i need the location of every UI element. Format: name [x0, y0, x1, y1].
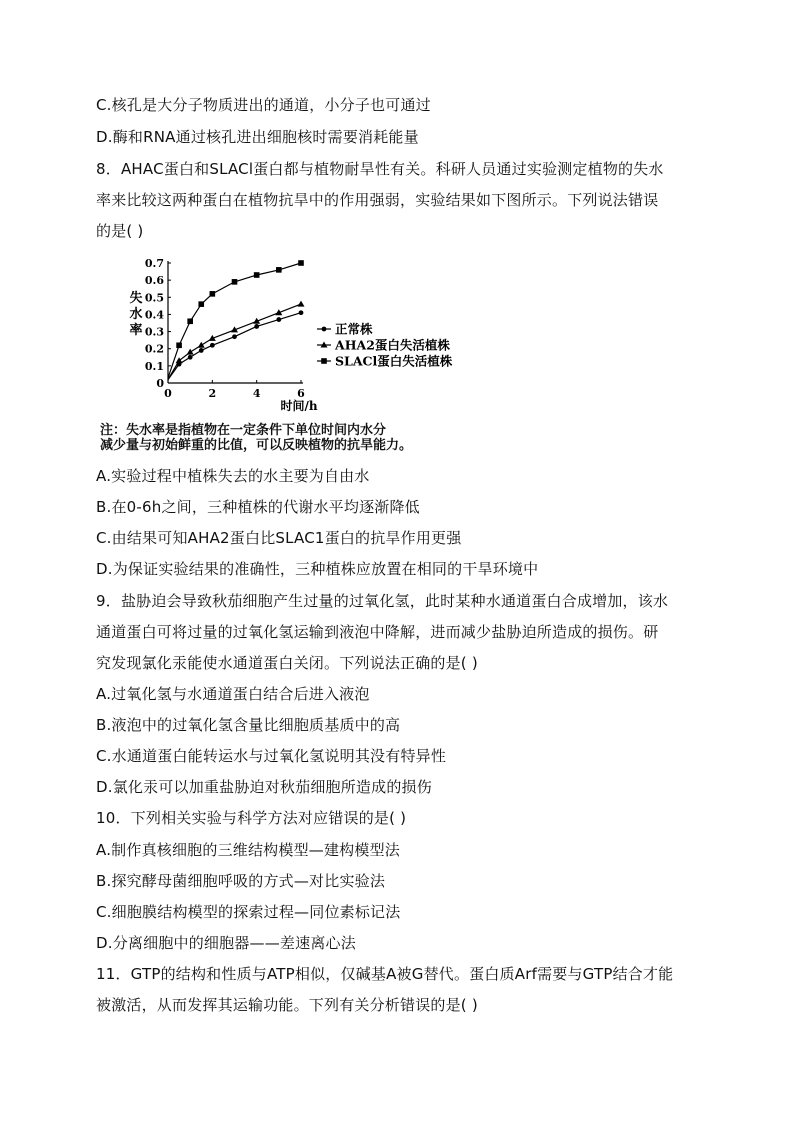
series-1-point-2 [187, 349, 194, 355]
series-2-point-2 [187, 318, 193, 324]
line2-17: 被激活，从而发挥其运输功能。下列有关分析错误的是( ) [96, 996, 478, 1014]
y-tick-label-3: 0.3 [144, 325, 164, 339]
line-3: 率来比较这两种蛋白在植物抗旱中的作用强弱，实验结果如下图所示。下列说法错误 [96, 191, 659, 209]
legend-label-2: SLACl蛋白失活植株 [335, 353, 453, 369]
line2-5: 通道蛋白可将过量的过氧化氢运输到液泡中降解，进而减少盐胁迫所造成的损伤。研 [96, 623, 659, 641]
series-0-point-5 [232, 334, 237, 339]
line-2: 8．AHAC蛋白和SLACl蛋白都与植物耐旱性有关。科研人员通过实验测定植物的失水 [96, 160, 664, 178]
y-tick-label-2: 0.2 [144, 342, 164, 356]
line-4: 的是( ) [96, 222, 144, 240]
y-tick-label-0: 0 [156, 377, 164, 390]
y-axis-label-char-1: 水 [129, 307, 143, 322]
note-line-1: 减少量与初始鲜重的比值，可以反映植物的抗旱能力。 [100, 438, 413, 453]
line2-1: B.在0-6h之间，三种植株的代谢水平均逐渐降低 [96, 498, 420, 516]
line2-14: C.细胞膜结构模型的探索过程—同位素标记法 [96, 903, 401, 921]
line2-11: 10．下列相关实验与科学方法对应错误的是( ) [96, 809, 407, 827]
line2-16: 11．GTP的结构和性质与ATP相似，仅碱基A被G替代。蛋白质Arf需要与GTP结合才能 [96, 965, 674, 983]
y-tick-label-7: 0.7 [144, 257, 164, 270]
x-tick-label-1: 2 [208, 387, 217, 400]
series-0-point-2 [188, 355, 193, 360]
series-0-point-3 [199, 348, 204, 353]
legend-label-1: AHA2蛋白失活植株 [335, 337, 450, 353]
line2-12: A.制作真核细胞的三维结构模型—建构模型法 [96, 841, 400, 859]
note-line-0: 注：失水率是指植物在一定条件下单位时间内水分 [100, 423, 387, 438]
line2-8: B.液泡中的过氧化氢含量比细胞质基质中的高 [96, 716, 401, 734]
series-0-point-8 [299, 310, 304, 315]
x-axis-label: 时间/h [280, 399, 318, 413]
series-2-point-4 [210, 291, 216, 297]
series-0-point-4 [210, 343, 215, 348]
x-tick-label-0: 0 [164, 387, 172, 400]
water-loss-chart [110, 250, 490, 418]
series-1-point-3 [198, 342, 205, 348]
line-0: C.核孔是大分子物质进出的通道，小分子也可通过 [96, 96, 431, 114]
line2-7: A.过氧化氢与水通道蛋白结合后进入液泡 [96, 685, 370, 703]
line2-13: B.探究酵母菌细胞呼吸的方式—对比实验法 [96, 872, 386, 890]
line2-3: D.为保证实验结果的准确性，三种植株应放置在相同的干旱环境中 [96, 560, 539, 578]
legend-label-0: 正常株 [335, 321, 373, 337]
y-tick-label-4: 0.4 [144, 308, 164, 322]
line2-6: 究发现氯化汞能使水通道蛋白关闭。下列说法正确的是( ) [96, 654, 478, 672]
series-0-point-6 [254, 324, 259, 329]
y-axis-label-char-2: 率 [129, 323, 143, 338]
series-2-point-5 [232, 279, 238, 285]
line2-15: D.分离细胞中的细胞器——差速离心法 [96, 934, 356, 952]
x-tick-label-3: 6 [297, 387, 305, 400]
series-line-1 [168, 304, 301, 380]
series-2-point-6 [254, 272, 260, 278]
line2-10: D.氯化汞可以加重盐胁迫对秋茄细胞所造成的损伤 [96, 778, 432, 796]
series-1-point-8 [298, 301, 305, 307]
chart-svg [110, 250, 490, 418]
line2-9: C.水通道蛋白能转运水与过氧化氢说明其没有特异性 [96, 747, 447, 765]
line2-0: A.实验过程中植株失去的水主要为自由水 [96, 467, 370, 485]
legend-marker-0 [322, 327, 327, 332]
x-tick-label-2: 4 [252, 387, 261, 400]
legend-marker-2 [321, 358, 327, 364]
y-tick-label-6: 0.6 [144, 274, 164, 288]
y-tick-label-5: 0.5 [144, 291, 164, 305]
line-1: D.酶和RNA通过核孔进出细胞核时需要消耗能量 [96, 128, 419, 146]
y-tick-label-1: 0.1 [144, 359, 164, 373]
series-0-point-7 [276, 317, 281, 322]
series-2-point-3 [198, 301, 204, 307]
series-2-point-8 [298, 260, 304, 266]
series-2-point-1 [176, 342, 182, 348]
y-axis-label-char-0: 失 [129, 291, 143, 306]
series-2-point-7 [276, 267, 282, 273]
line2-2: C.由结果可知AHA2蛋白比SLAC1蛋白的抗旱作用更强 [96, 529, 462, 547]
line2-4: 9．盐胁迫会导致秋茄细胞产生过量的过氧化氢，此时某种水通道蛋白合成增加，该水 [96, 592, 669, 610]
